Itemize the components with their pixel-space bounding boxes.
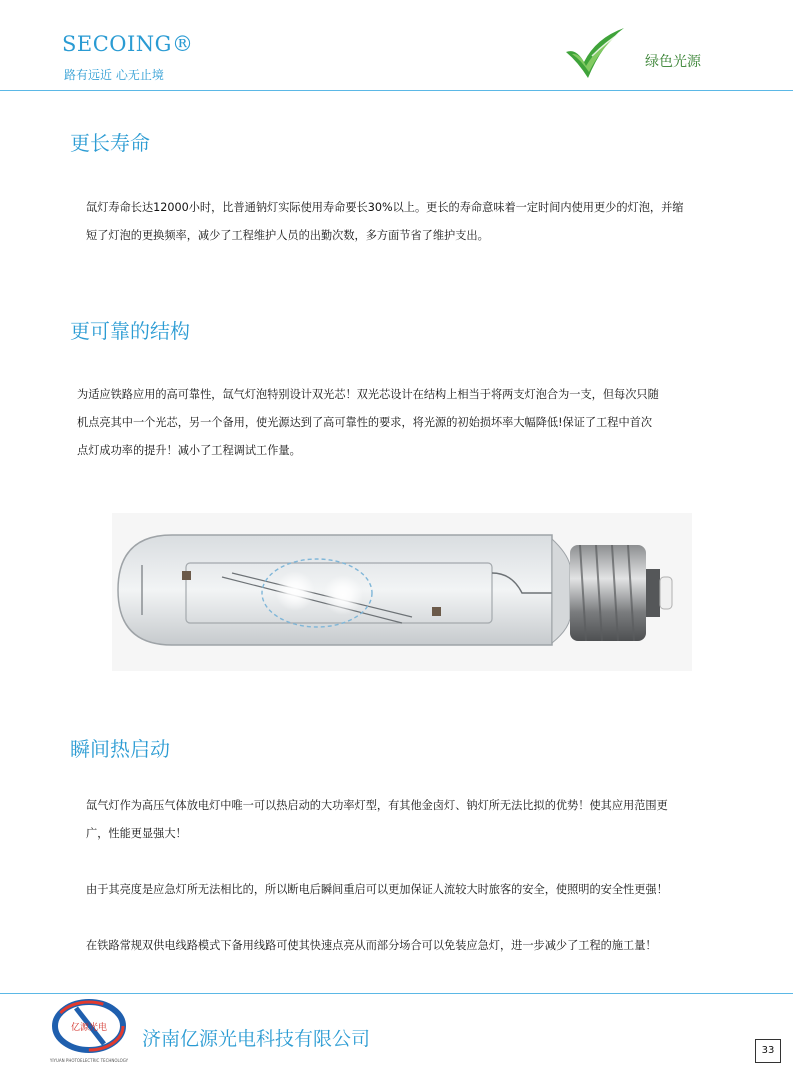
section-title-instant-hot-start: 瞬间热启动 [70,737,170,761]
footer-divider [0,993,793,994]
xenon-lamp-photo [112,513,692,671]
text-line: 由于其亮度是应急灯所无法相比的，所以断电后瞬间重启可以更加保证人流较大时旅客的安全，使照明的安全性更强！ [86,883,668,896]
text-line: 氙灯寿命长达12000小时，比普通钠灯实际使用寿命要长30%以上。更长的寿命意味着一定时间内使用更少的灯泡，并缩 [86,201,684,214]
text-line: 短了灯泡的更换频率，减少了工程维护人员的出勤次数，多方面节省了维护支出。 [86,229,489,242]
section-reliable-structure-text [77,381,659,465]
company-logo [46,998,136,1070]
section-longer-life-text [86,194,683,250]
logo-text: 亿源光电 [70,1023,108,1033]
page-number: 33 [755,1039,781,1063]
text-line: 为适应铁路应用的高可靠性，氙气灯泡特别设计双光芯！双光芯设计在结构上相当于将两支灯泡合为一支，但每次只随 [77,388,659,401]
green-light-label: 绿色光源 [645,54,701,70]
text-line: 在铁路常规双供电线路模式下备用线路可使其快速点亮从而部分场合可以免装应急灯，进一步减少了工程的施工量！ [86,939,657,952]
header-divider [0,90,793,91]
text-line: 机点亮其中一个光芯，另一个备用，使光源达到了高可靠性的要求，将光源的初始损坏率大幅降低!保证了工程中首次 [77,416,653,429]
text-line: 广，性能更显强大！ [86,827,187,840]
logo-subtext: YIYUAN PHOTOELECTRIC TECHNOLOGY [49,1058,129,1063]
section-instant-hot-start-text-3 [86,932,657,960]
xenon-lamp-illustration [112,513,692,671]
text-line: 氙气灯作为高压气体放电灯中唯一可以热启动的大功率灯型，有其他金卤灯、钠灯所无法比拟的优势！使其应用范围更 [86,799,668,812]
company-name: 济南亿源光电科技有限公司 [142,1028,371,1050]
section-instant-hot-start-text-2 [86,876,668,904]
section-instant-hot-start-text-1 [86,792,668,848]
brand-name: SECOING® [62,32,194,56]
text-line: 点灯成功率的提升！减小了工程调试工作量。 [77,444,301,457]
brand-tagline: 路有远近 心无止境 [64,68,164,82]
section-title-reliable-structure: 更可靠的结构 [70,319,190,343]
section-title-longer-life: 更长寿命 [70,131,150,155]
green-check-logo-icon [562,26,628,82]
